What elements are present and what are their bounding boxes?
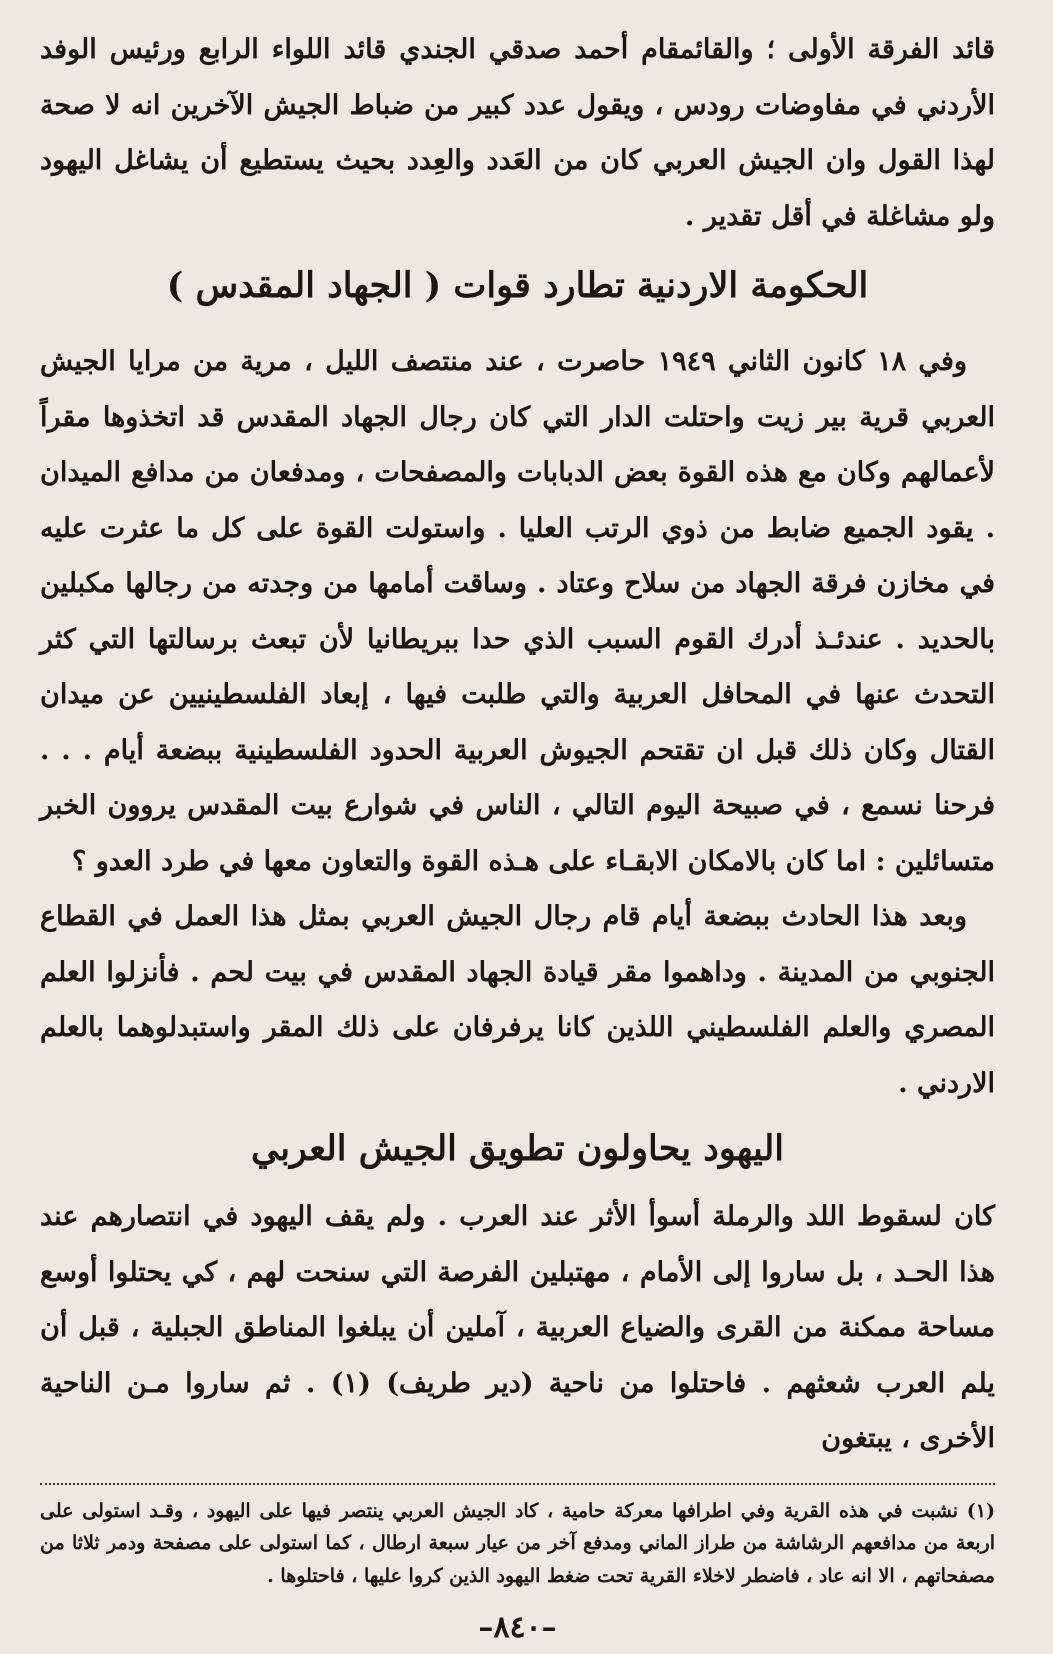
- page-number: –٨٤٠–: [478, 1610, 557, 1645]
- section-heading-encirclement: اليهود يحاولون تطويق الجيش العربي: [251, 1128, 784, 1169]
- paragraph-lydda-ramla: كان لسقوط اللد والرملة أسوأ الأثر عند العرب . ولم يقف اليهود في انتصارهم عند هذا الحـد ، بل ساروا إلى الأمام ، مهتبلين الفرصة التي سنحت لهم ، كي يحتلوا أوسع مساحة ممكنة من القرى والضياع العربية ، آملين أن يبلغوا المناطق الجبلية ، قبل أن يلم العرب شعثهم . فاحتلوا من ناحية (دير طريف) (١) . ثم ساروا مـن الناحية الأخرى ، يبتغون: [40, 1201, 995, 1454]
- paragraph-continuation: قائد الفرقة الأولى ؛ والقائمقام أحمد صدقي الجندي قائد اللواء الرابع ورئيس الوفد الأردني في مفاوضات رودس ، ويقول عدد كبير من ضباط الجيش الآخرين انه لا صحة لهذا القول وان الجيش العربي كان من العَدد والعِدد بحيث يستطيع أن يشاغل اليهود ولو مشاغلة في أقل تقدير .: [40, 34, 995, 232]
- section-heading-holy-jihad: الحكومة الاردنية تطارد قوات ( الجهاد المقدس ): [166, 265, 869, 306]
- paragraph-birzeit-raid: وفي ١٨ كانون الثاني ١٩٤٩ حاصرت ، عند منتصف الليل ، مرية من مرايا الجيش العربي قرية بير زيت واحتلت الدار التي كان رجال الجهاد المقدس قد اتخذوها مقراً لأعمالهم وكان مع هذه القوة بعض الدبابات والمصفحات ، ومدفعان من مدافع الميدان . يقود الجميع ضابط من ذوي الرتب العليا . واستولت القوة على كل ما عثرت عليه في مخازن فرقة الجهاد من سلاح وعتاد . وساقت أمامها من وجدته من رجالها مكبلين بالحديد . عندئـذ أدرك القوم السبب الذي حدا ببريطانيا لأن تبعث برسالتها التي كثر التحدث عنها في المحافل العربية والتي طلبت فيها ، إبعاد الفلسطينيين عن ميدان القتال وكان ذلك قبل ان تقتحم الجيوش العربية الحدود الفلسطينية ببضعة أيام . . . فرحنا نسمع ، في صبيحة اليوم التالي ، الناس في شوارع بيت المقدس يروون الخبر متسائلين : اما كان بالامكان الابقـاء على هـذه القوة والتعاون معها في طرد العدو ؟: [40, 346, 995, 877]
- footnote-divider: [40, 1483, 995, 1485]
- paragraph-bethlehem-raid: وبعد هذا الحادث ببضعة أيام قام رجال الجيش العربي بمثل هذا العمل في القطاع الجنوبي من المدينة . وداهموا مقر قيادة الجهاد المقدس في بيت لحم . فأنزلوا العلم المصري والعلم الفلسطيني اللذين كانا يرفرفان على ذلك المقر واستبدلوهما بالعلم الاردني .: [40, 901, 995, 1099]
- footnote-1: (١) نشبت في هذه القرية وفي اطرافها معركة حامية ، كاد الجيش العربي ينتصر فيها على اليهود ، وقـد استولى على اربعة من مدافعهم الرشاشة من طراز الماني ومدفع آخر من عيار سبعة ارطال ، كما استولى على مصفحة ودمر ثلاثا من مصفحاتهم ، الا انه عاد ، فاضطر لاخلاء القرية تحت ضغط اليهود الذين كروا عليها ، فاحتلوها .: [40, 1499, 995, 1587]
